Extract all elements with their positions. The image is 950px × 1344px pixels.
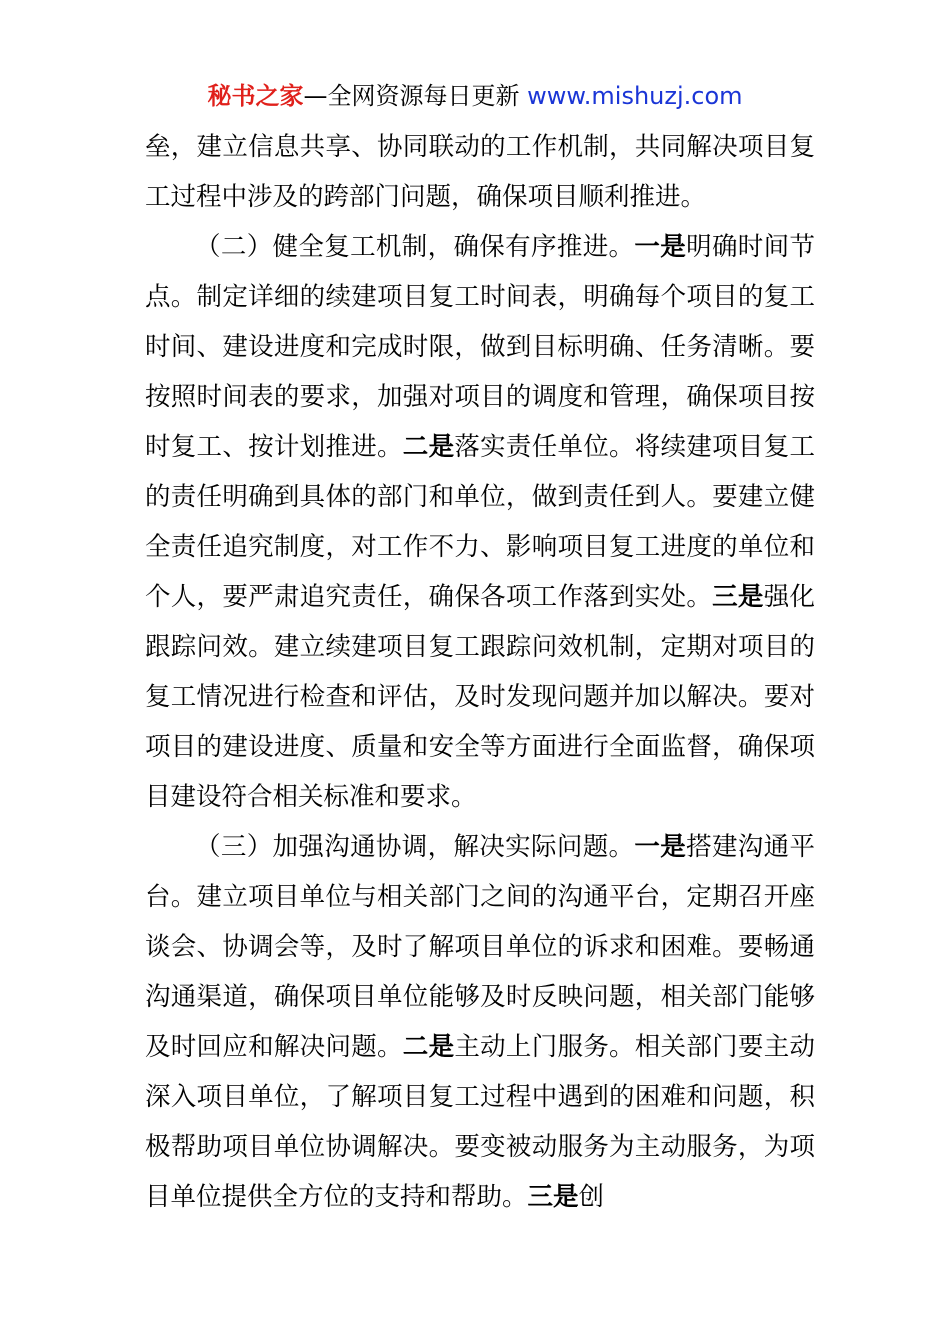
site-brand: 秘书之家 [207, 82, 304, 110]
paragraph-section-3 [145, 822, 815, 1222]
text-run: 搭建沟通平台。建立项目单位与相关部门之间的沟通平台，定期召开座谈会、协调会等，及时了解项目单位的诉求和困难。要畅通沟通渠道，确保项目单位能够及时反映问题，相关部门能够及时回应和解决问题。 [145, 832, 815, 1062]
document-body [145, 122, 815, 1222]
site-url[interactable]: www.mishuzj.com [527, 82, 743, 110]
bold-marker: 二是 [402, 1032, 455, 1062]
site-header [0, 80, 950, 112]
text-run: 主动上门服务。相关部门要主动深入项目单位，了解项目复工过程中遇到的困难和问题，积极帮助项目单位协调解决。要变被动服务为主动服务，为项目单位提供全方位的支持和帮助。 [145, 1032, 815, 1212]
text-run: 落实责任单位。将续建项目复工的责任明确到具体的部门和单位，做到责任到人。要建立健全责任追究制度，对工作不力、影响项目复工进度的单位和个人，要严肃追究责任，确保各项工作落到实处。 [145, 432, 815, 612]
section-heading: （二）健全复工机制，确保有序推进。 [195, 232, 635, 262]
bold-marker: 二是 [402, 432, 455, 462]
text-run: 强化跟踪问效。建立续建项目复工跟踪问效机制，定期对项目的复工情况进行检查和评估，及时发现问题并加以解决。要对项目的建设进度、质量和安全等方面进行全面监督，确保项目建设符合相关标准和要求。 [145, 582, 815, 812]
paragraph-continuation [145, 122, 815, 222]
site-tagline: —全网资源每日更新 [303, 82, 528, 110]
bold-marker: 三是 [712, 582, 764, 612]
bold-marker: 三是 [527, 1182, 579, 1212]
bold-marker: 一是 [634, 832, 687, 862]
text-run: 创 [578, 1182, 605, 1212]
text-run: 垒，建立信息共享、协同联动的工作机制，共同解决项目复工过程中涉及的跨部门问题，确保项目顺利推进。 [145, 132, 815, 212]
paragraph-section-2 [145, 222, 815, 822]
text-run: 明确时间节点。制定详细的续建项目复工时间表，明确每个项目的复工时间、建设进度和完成时限，做到目标明确、任务清晰。要按照时间表的要求，加强对项目的调度和管理，确保项目按时复工、按计划推进。 [145, 232, 815, 462]
section-heading: （三）加强沟通协调，解决实际问题。 [195, 832, 635, 862]
bold-marker: 一是 [634, 232, 687, 262]
